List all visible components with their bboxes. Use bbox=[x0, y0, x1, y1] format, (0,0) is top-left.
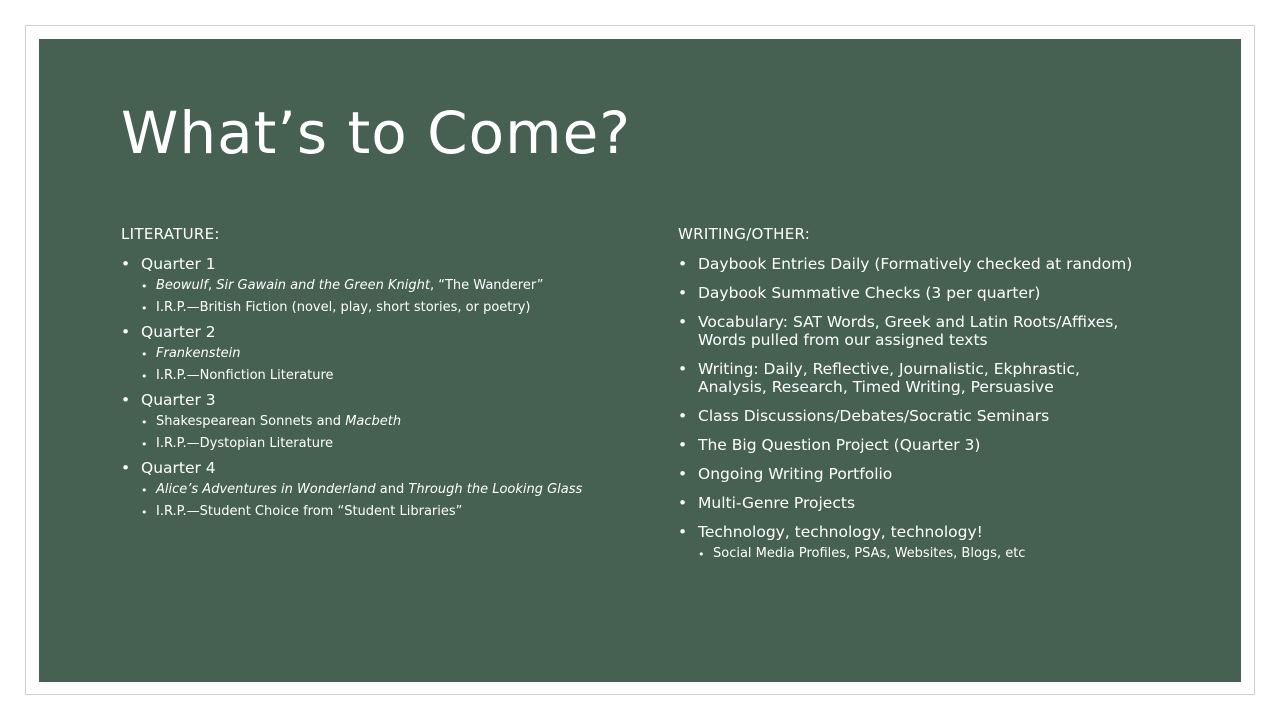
bullet-icon: • bbox=[678, 465, 688, 483]
title-looking-glass: Through the Looking Glass bbox=[408, 482, 583, 497]
list-item bbox=[678, 494, 1148, 512]
quarter-4-items bbox=[141, 483, 591, 519]
bullet-icon: • bbox=[678, 284, 688, 302]
title-sir-gawain: Sir Gawain and the Green Knight bbox=[216, 278, 430, 293]
bullet-icon: • bbox=[678, 436, 688, 454]
title-macbeth: Macbeth bbox=[345, 414, 402, 429]
list-item-text: Ongoing Writing Portfolio bbox=[698, 465, 893, 483]
quarter-label: Quarter 4 bbox=[141, 459, 216, 477]
title-alice: Alice’s Adventures in Wonderland bbox=[156, 482, 376, 497]
literature-heading: LITERATURE: bbox=[121, 225, 220, 243]
list-item bbox=[678, 255, 1148, 273]
bullet-icon: • bbox=[678, 523, 688, 541]
literature-list bbox=[121, 255, 591, 519]
bullet-icon: • bbox=[121, 391, 131, 409]
list-item-text: Technology, technology, technology! bbox=[698, 523, 983, 541]
bullet-icon: • bbox=[678, 494, 688, 512]
quarter-2 bbox=[121, 323, 591, 383]
list-item bbox=[678, 313, 1148, 349]
quarter-3 bbox=[121, 391, 591, 451]
list-item-text: Multi-Genre Projects bbox=[698, 494, 856, 512]
list-item bbox=[678, 284, 1148, 302]
list-item bbox=[678, 523, 1148, 561]
list-item-text: Writing: Daily, Reflective, Journalistic, Ekphrastic, Analysis, Research, Timed Writing, Persuasive bbox=[698, 360, 1080, 396]
bullet-icon: • bbox=[121, 255, 131, 273]
list-item bbox=[141, 483, 591, 497]
quarter-3-items bbox=[141, 415, 591, 451]
list-item-text: Shakespearean Sonnets and bbox=[156, 414, 346, 429]
list-item-text: Class Discussions/Debates/Socratic Seminars bbox=[698, 407, 1050, 425]
technology-sub-list bbox=[698, 547, 1148, 561]
list-item-text: I.R.P.—British Fiction (novel, play, short stories, or poetry) bbox=[156, 300, 531, 315]
list-item bbox=[141, 505, 591, 519]
list-item-text: Daybook Entries Daily (Formatively checked at random) bbox=[698, 255, 1133, 273]
literature-column bbox=[121, 225, 591, 527]
bullet-icon: • bbox=[141, 416, 148, 429]
list-item-text: The Big Question Project (Quarter 3) bbox=[698, 436, 981, 454]
list-item bbox=[141, 301, 591, 315]
list-item bbox=[141, 347, 591, 361]
bullet-icon: • bbox=[141, 438, 148, 451]
title-wanderer: , “The Wanderer” bbox=[429, 278, 544, 293]
bullet-icon: • bbox=[121, 459, 131, 477]
title-beowulf: Beowulf bbox=[156, 278, 208, 293]
conjunction-text: and bbox=[375, 482, 409, 497]
quarter-label: Quarter 2 bbox=[141, 323, 216, 341]
writing-heading: WRITING/OTHER: bbox=[678, 225, 811, 243]
quarter-2-items bbox=[141, 347, 591, 383]
separator-text: , bbox=[207, 278, 217, 293]
slide bbox=[39, 39, 1241, 682]
bullet-icon: • bbox=[141, 302, 148, 315]
list-item-text: Social Media Profiles, PSAs, Websites, Blogs, etc bbox=[713, 546, 1026, 561]
bullet-icon: • bbox=[141, 348, 148, 361]
title-frankenstein: Frankenstein bbox=[156, 346, 241, 361]
writing-list bbox=[678, 255, 1148, 561]
bullet-icon: • bbox=[678, 313, 688, 331]
quarter-1-items bbox=[141, 279, 591, 315]
list-item bbox=[698, 547, 1148, 561]
bullet-icon: • bbox=[678, 255, 688, 273]
quarter-label: Quarter 1 bbox=[141, 255, 216, 273]
bullet-icon: • bbox=[678, 360, 688, 378]
list-item bbox=[678, 407, 1148, 425]
list-item bbox=[678, 465, 1148, 483]
bullet-icon: • bbox=[141, 280, 148, 293]
list-item bbox=[141, 437, 591, 451]
list-item bbox=[678, 436, 1148, 454]
list-item bbox=[141, 369, 591, 383]
list-item bbox=[141, 415, 591, 429]
bullet-icon: • bbox=[141, 506, 148, 519]
bullet-icon: • bbox=[141, 370, 148, 383]
bullet-icon: • bbox=[121, 323, 131, 341]
list-item-text: I.R.P.—Student Choice from “Student Libraries” bbox=[156, 504, 463, 519]
quarter-label: Quarter 3 bbox=[141, 391, 216, 409]
bullet-icon: • bbox=[678, 407, 688, 425]
bullet-icon: • bbox=[698, 548, 705, 561]
list-item-text: Daybook Summative Checks (3 per quarter) bbox=[698, 284, 1041, 302]
slide-title: What’s to Come? bbox=[121, 99, 632, 167]
list-item bbox=[678, 360, 1148, 396]
quarter-4 bbox=[121, 459, 591, 519]
list-item-text: Vocabulary: SAT Words, Greek and Latin Roots/Affixes, Words pulled from our assigned texts bbox=[698, 313, 1119, 349]
list-item-text: I.R.P.—Nonfiction Literature bbox=[156, 368, 334, 383]
writing-column bbox=[678, 225, 1148, 572]
bullet-icon: • bbox=[141, 484, 148, 497]
list-item bbox=[141, 279, 591, 293]
list-item-text: I.R.P.—Dystopian Literature bbox=[156, 436, 333, 451]
quarter-1 bbox=[121, 255, 591, 315]
